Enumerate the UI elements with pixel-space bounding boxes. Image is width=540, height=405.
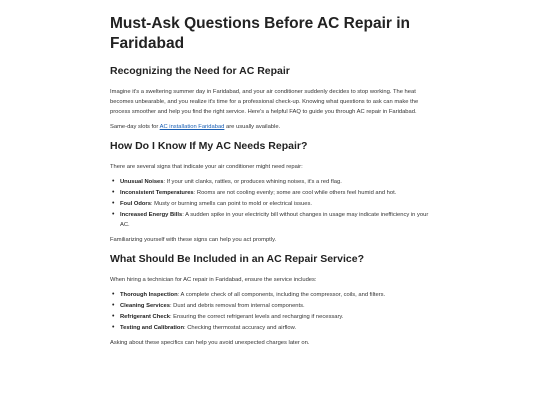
section-heading-service-includes: What Should Be Included in an AC Repair Service? <box>110 253 364 265</box>
list-item <box>110 301 432 311</box>
list-item-desc: : A complete check of all components, including the compressor, coils, and filters. <box>177 292 386 298</box>
list-item-desc: : Musty or burning smells can point to mold or electrical issues. <box>150 201 313 207</box>
list-item <box>110 323 432 333</box>
list-item-term: Foul Odors <box>120 201 151 207</box>
section-heading-recognizing-need: Recognizing the Need for AC Repair <box>110 65 290 77</box>
service-outro: Asking about these specifics can help you avoid unexpected charges later on. <box>110 340 310 346</box>
list-item <box>110 177 432 187</box>
section-heading-signs: How Do I Know If My AC Needs Repair? <box>110 140 308 152</box>
intro-paragraph: Imagine it's a sweltering summer day in Faridabad, and your air conditioner suddenly decides to stop working. The heat becomes unbearable, and you realize it's time for a professional check-up. Knowing what questions to ask can make the process smoother and help you find the right service. Here's a helpful FAQ to guide you through AC repair in Faridabad. <box>110 89 419 115</box>
article <box>110 14 432 348</box>
list-item-term: Thorough Inspection <box>120 292 178 298</box>
list-item-term: Refrigerant Check <box>120 314 170 320</box>
list-item <box>110 199 432 209</box>
list-item-desc: : Dust and debris removal from internal components. <box>169 303 305 309</box>
list-item-term: Increased Energy Bills <box>120 212 183 218</box>
service-list <box>110 290 432 333</box>
list-item <box>110 188 432 198</box>
slots-prefix: Same-day slots for <box>110 124 160 130</box>
signs-outro: Familiarizing yourself with these signs can help you act promptly. <box>110 237 277 243</box>
slots-suffix: are usually available. <box>224 124 281 130</box>
list-item-term: Inconsistent Temperatures <box>120 190 194 196</box>
list-item <box>110 312 432 322</box>
list-item-term: Testing and Calibration <box>120 325 184 331</box>
list-item <box>110 210 432 230</box>
list-item-desc: : Ensuring the correct refrigerant levels and recharging if necessary. <box>169 314 344 320</box>
list-item-term: Unusual Noises <box>120 179 164 185</box>
list-item-desc: : If your unit clanks, rattles, or produces whining noises, it's a red flag. <box>163 179 342 185</box>
ac-installation-link[interactable]: AC installation Faridabad <box>159 124 225 130</box>
service-intro: When hiring a technician for AC repair in Faridabad, ensure the service includes: <box>110 277 317 283</box>
list-item-desc: : Checking thermostat accuracy and airflow. <box>183 325 297 331</box>
page-title: Must-Ask Questions Before AC Repair in Faridabad <box>110 15 411 52</box>
list-item-term: Cleaning Services <box>120 303 170 309</box>
signs-list <box>110 177 432 230</box>
same-day-slots-text <box>110 122 432 132</box>
list-item-desc: : Rooms are not cooling evenly; some are cool while others feel humid and hot. <box>193 190 397 196</box>
signs-intro: There are several signs that indicate your air conditioner might need repair: <box>110 164 303 170</box>
list-item-desc: : A sudden spike in your electricity bill without changes in usage may indicate inefficiency in your AC. <box>120 212 429 228</box>
list-item <box>110 290 432 300</box>
